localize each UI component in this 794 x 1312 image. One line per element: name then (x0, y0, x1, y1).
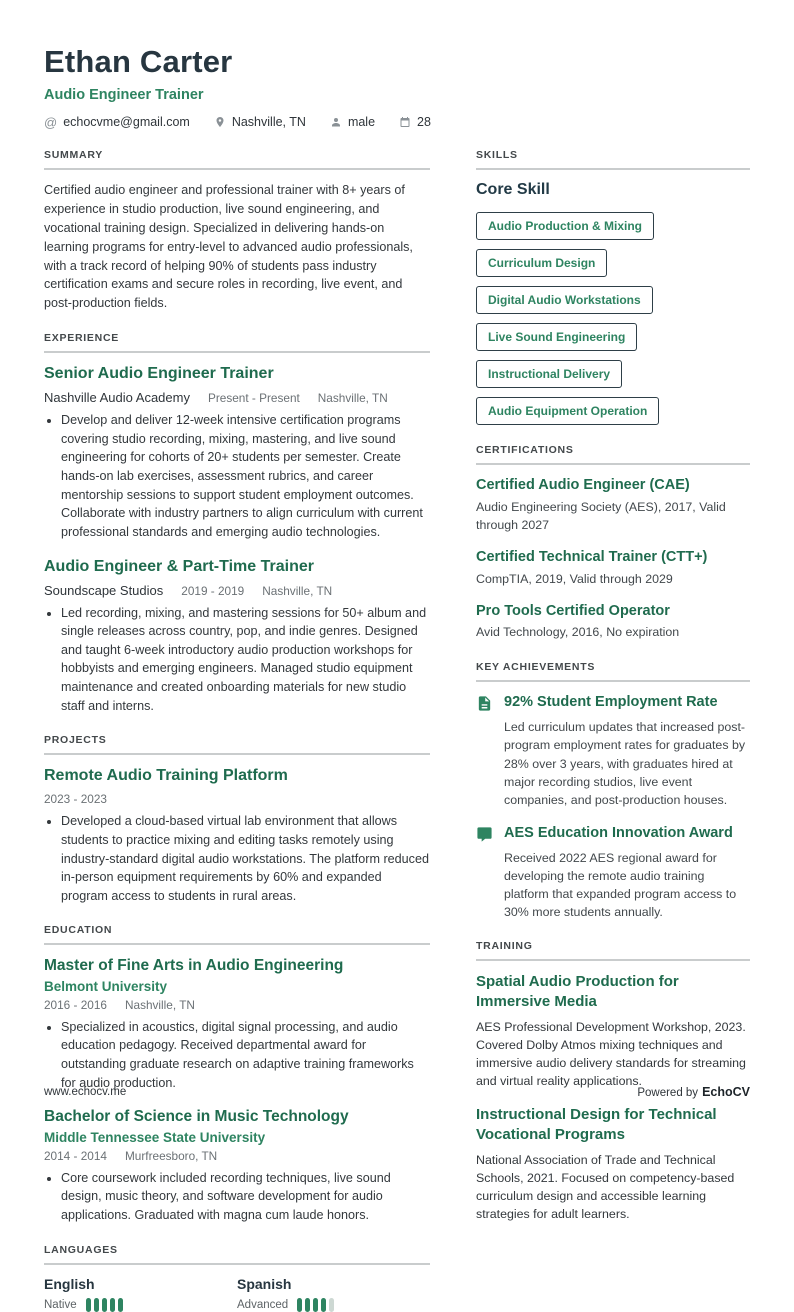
section-label: LANGUAGES (44, 1243, 118, 1256)
section-education-header (44, 920, 430, 945)
contact-location-text: Nashville, TN (231, 115, 306, 129)
education-dates: 2016 - 2016 (44, 997, 107, 1012)
training-item (476, 972, 750, 1090)
section-label: EDUCATION (44, 924, 113, 937)
skill-chip: Live Sound Engineering (476, 323, 637, 351)
certification-details: CompTIA, 2019, Valid through 2029 (476, 571, 673, 586)
section-languages (44, 1240, 430, 1312)
language-name: Spanish (237, 1275, 292, 1292)
person-name: Ethan Carter (44, 44, 233, 79)
contact-email (44, 115, 190, 129)
experience-bullets (44, 604, 430, 716)
training-text: AES Professional Development Workshop, 2023. Covered Dolby Atmos mixing techniques and immersive audio delivery standards for streaming and virtual reality applications. (476, 1019, 746, 1088)
certification-item (476, 548, 750, 589)
section-training-header (476, 936, 750, 961)
language-name: English (44, 1275, 95, 1292)
contact-age (399, 115, 431, 129)
contact-row (44, 115, 750, 129)
experience-title: Audio Engineer & Part-Time Trainer (44, 557, 314, 575)
email-icon: @ (44, 114, 58, 130)
education-meta (44, 1149, 430, 1163)
section-certifications-header (476, 440, 750, 465)
level-bar (118, 1298, 123, 1312)
education-bullets (44, 1018, 430, 1093)
contact-email-text: echocvme@gmail.com (63, 115, 190, 129)
experience-meta (44, 583, 430, 598)
certification-item (476, 602, 750, 643)
section-experience (44, 328, 430, 715)
education-location: Murfreesboro, TN (124, 1148, 218, 1163)
experience-company: Nashville Audio Academy (44, 390, 190, 406)
education-school: Middle Tennessee State University (44, 1129, 266, 1145)
experience-bullet: • Led recording, mixing, and mastering sessions for 50+ album and single releases across country, pop, and indie genres. Designed and taught 6-week introductory audio production workshops for hobbyists and emerging engineers. Managed studio equipment maintenance and created onboarding materials for new studio staff and interns. (61, 604, 430, 716)
section-skills (476, 145, 750, 425)
achievement-text: Received 2022 AES regional award for developing the remote audio training platform that expanded program access to 30% more students annually. (504, 850, 737, 920)
person-icon (330, 116, 342, 128)
level-bar (313, 1298, 318, 1312)
language-level-bars (86, 1298, 123, 1312)
section-summary-header (44, 145, 430, 170)
level-bar (102, 1298, 107, 1312)
certification-title: Pro Tools Certified Operator (476, 602, 670, 619)
page-footer (44, 1085, 750, 1099)
experience-entry (44, 557, 430, 716)
section-label: TRAINING (476, 940, 533, 953)
project-entry (44, 766, 430, 905)
section-summary (44, 145, 430, 313)
certification-title: Certified Technical Trainer (CTT+) (476, 548, 708, 565)
experience-bullets (44, 411, 430, 541)
education-bullet: • Specialized in acoustics, digital signal processing, and audio education pedagogy. Received departmental award for outstanding graduate research on adaptive training frameworks for audio production. (61, 1018, 430, 1093)
section-label: SKILLS (476, 149, 518, 161)
project-bullet: • Developed a cloud-based virtual lab environment that allows students to practice mixing and editing tasks remotely using industry-standard digital audio workstations. The platform reduced in-person equipment requirements by 60% and expanded program access to students in rural areas. (61, 812, 430, 905)
education-location: Nashville, TN (124, 997, 195, 1012)
section-label: KEY ACHIEVEMENTS (476, 661, 596, 674)
training-title: Spatial Audio Production for Immersive Media (476, 973, 679, 1011)
level-bar (297, 1298, 302, 1312)
contact-age-text: 28 (417, 115, 431, 129)
education-meta (44, 998, 430, 1012)
calendar-icon (399, 116, 411, 128)
section-label: CERTIFICATIONS (476, 444, 574, 456)
person-job-title: Audio Engineer Trainer (44, 87, 204, 103)
powered-by-brand: EchoCV (702, 1085, 750, 1099)
summary-text: Certified audio engineer and professional trainer with 8+ years of experience in studio production, live sound engineering, and vocational training design. Specialized in delivering hands-on learning programs for entry-level to advanced audio professionals, with a track record of helping 90% of students pass industry certification exams and secure roles in recording, live event, and post-production fields. (44, 183, 413, 311)
language-item (237, 1276, 430, 1312)
footer-website: www.echocv.me (44, 1086, 127, 1098)
section-label: EXPERIENCE (44, 332, 120, 345)
level-bar (329, 1298, 334, 1312)
skill-chip: Digital Audio Workstations (476, 286, 653, 314)
file-chart-icon (476, 693, 493, 808)
certification-details: Avid Technology, 2016, No expiration (476, 625, 680, 640)
project-meta (44, 792, 430, 806)
achievement-title: AES Education Innovation Award (504, 824, 733, 841)
resume-header (44, 36, 750, 137)
achievement-title: 92% Student Employment Rate (504, 694, 718, 711)
section-languages-header (44, 1240, 430, 1265)
language-level-label: Advanced (237, 1298, 289, 1311)
skill-group-title: Core Skill (476, 181, 550, 198)
education-degree: Bachelor of Science in Music Technology (44, 1108, 349, 1126)
language-level-label: Native (44, 1298, 77, 1311)
languages-row (44, 1276, 430, 1312)
powered-by-prefix: Powered by (637, 1087, 699, 1099)
language-item (44, 1276, 237, 1312)
level-bar (110, 1298, 115, 1312)
experience-entry (44, 364, 430, 541)
experience-title: Senior Audio Engineer Trainer (44, 365, 274, 383)
section-achievements (476, 657, 750, 921)
section-certifications (476, 440, 750, 642)
experience-bullet: • Develop and deliver 12-week intensive certification programs covering studio recording, mixing, mastering, and live sound engineering for cohorts of 20+ students per semester. Create hands-on lab exercises, assessment rubrics, and career mentorship sessions to support student employment outcomes. Collaborate with industry partners to align curriculum with current professional standards and emerging audio technologies. (61, 411, 430, 541)
section-projects (44, 730, 430, 905)
education-school: Belmont University (44, 978, 168, 994)
skill-chip: Curriculum Design (476, 249, 607, 277)
certification-details: Audio Engineering Society (AES), 2017, Valid through 2027 (476, 499, 726, 532)
section-projects-header (44, 730, 430, 755)
level-bar (94, 1298, 99, 1312)
achievement-text: Led curriculum updates that increased post-program employment rates for graduates by 28% over 3 years, with graduates hired at major recording studios, live event companies, and post-production houses. (504, 720, 746, 807)
achievement-body (504, 824, 750, 921)
section-achievements-header (476, 657, 750, 682)
project-dates: 2023 - 2023 (44, 792, 107, 807)
certification-title: Certified Audio Engineer (CAE) (476, 477, 690, 493)
training-text: National Association of Trade and Technical Schools, 2021. Focused on competency-based curriculum design and accessible learning strategies for adult learners. (476, 1152, 735, 1221)
education-dates: 2014 - 2014 (44, 1148, 107, 1163)
achievement-body (504, 693, 750, 808)
experience-dates: 2019 - 2019 (181, 583, 245, 598)
skill-chip: Audio Production & Mixing (476, 212, 654, 240)
contact-gender (330, 115, 375, 129)
section-label: SUMMARY (44, 149, 104, 161)
education-degree: Master of Fine Arts in Audio Engineering (44, 957, 344, 975)
achievement-item (476, 693, 750, 808)
education-bullet: • Core coursework included recording techniques, live sound design, music theory, and software development for audio applications. Graduated with magna cum laude honors. (61, 1169, 430, 1225)
powered-by (637, 1085, 750, 1099)
section-training (476, 936, 750, 1223)
project-bullets (44, 812, 430, 905)
pin-icon (214, 116, 226, 128)
achievement-item (476, 824, 750, 921)
section-experience-header (44, 328, 430, 353)
language-level-bars (297, 1298, 334, 1312)
education-entry (44, 956, 430, 1092)
section-label: PROJECTS (44, 734, 107, 747)
level-bar (86, 1298, 91, 1312)
experience-dates: Present - Present (207, 391, 300, 406)
speech-bubble-icon (476, 824, 493, 921)
education-entry (44, 1107, 430, 1224)
experience-meta (44, 390, 430, 405)
language-level (44, 1298, 237, 1312)
skill-chip: Audio Equipment Operation (476, 397, 659, 425)
level-bar (321, 1298, 326, 1312)
level-bar (305, 1298, 310, 1312)
language-level (237, 1298, 430, 1312)
training-title: Instructional Design for Technical Vocational Programs (476, 1106, 717, 1144)
experience-location: Nashville, TN (317, 391, 388, 406)
section-skills-header (476, 145, 750, 170)
experience-company: Soundscape Studios (44, 582, 164, 598)
certification-item (476, 476, 750, 535)
education-bullets (44, 1169, 430, 1225)
contact-gender-text: male (347, 115, 376, 129)
section-education (44, 920, 430, 1224)
skill-chip: Instructional Delivery (476, 360, 622, 388)
contact-location (214, 115, 306, 129)
experience-location: Nashville, TN (262, 583, 333, 598)
project-title: Remote Audio Training Platform (44, 767, 288, 785)
